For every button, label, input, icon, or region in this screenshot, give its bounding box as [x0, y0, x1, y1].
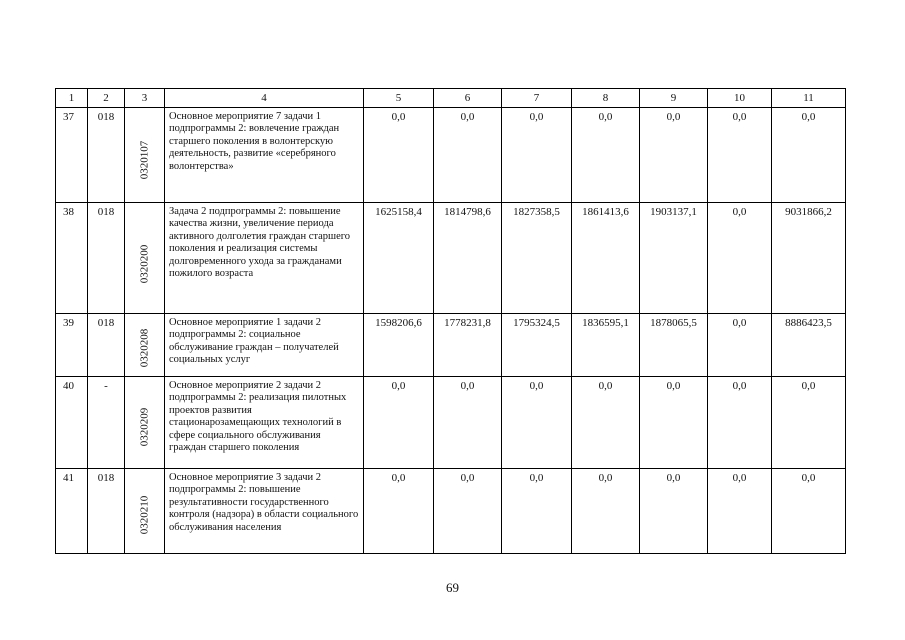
- value-cell: 0,0: [640, 108, 708, 203]
- value-cell: 0,0: [772, 108, 846, 203]
- value-cell: 0,0: [772, 469, 846, 554]
- row-description: Основное мероприятие 1 задачи 2 подпрограммы 2: социальное обслуживание граждан – получателей социальных услуг: [165, 314, 364, 377]
- value-cell: 9031866,2: [772, 203, 846, 314]
- value-cell: 0,0: [572, 108, 640, 203]
- value-cell: 8886423,5: [772, 314, 846, 377]
- value-cell: 0,0: [640, 469, 708, 554]
- value-cell: 1625158,4: [364, 203, 434, 314]
- table-row: [56, 108, 846, 203]
- value-cell: 1778231,8: [434, 314, 502, 377]
- budget-table: [55, 88, 846, 554]
- program-code-cell: [125, 377, 165, 469]
- value-cell: 1836595,1: [572, 314, 640, 377]
- value-cell: 0,0: [772, 377, 846, 469]
- value-cell: 1814798,6: [434, 203, 502, 314]
- value-cell: 0,0: [708, 314, 772, 377]
- value-cell: 0,0: [364, 377, 434, 469]
- org-code: 018: [88, 108, 125, 203]
- value-cell: 1827358,5: [502, 203, 572, 314]
- value-cell: 0,0: [572, 469, 640, 554]
- header-row: [56, 89, 846, 108]
- row-description: Задача 2 подпрограммы 2: повышение качества жизни, увеличение периода активного долголетия граждан старшего поколения и реализация системы долговременного ухода за гражданами пожилого возраста: [165, 203, 364, 314]
- value-cell: 0,0: [708, 203, 772, 314]
- column-header: 8: [572, 89, 640, 108]
- value-cell: 0,0: [572, 377, 640, 469]
- org-code: -: [88, 377, 125, 469]
- column-header: 10: [708, 89, 772, 108]
- value-cell: 0,0: [502, 108, 572, 203]
- value-cell: 0,0: [434, 108, 502, 203]
- row-number: 39: [56, 314, 88, 377]
- value-cell: 0,0: [434, 469, 502, 554]
- value-cell: 1598206,6: [364, 314, 434, 377]
- program-code: 0320208: [138, 328, 151, 368]
- value-cell: 0,0: [708, 469, 772, 554]
- row-number: 41: [56, 469, 88, 554]
- column-header: 11: [772, 89, 846, 108]
- value-cell: 1861413,6: [572, 203, 640, 314]
- value-cell: 0,0: [502, 469, 572, 554]
- value-cell: 0,0: [708, 377, 772, 469]
- page-number: 69: [446, 580, 459, 595]
- row-description: Основное мероприятие 7 задачи 1 подпрограммы 2: вовлечение граждан старшего поколения в волонтерскую деятельность, развитие «серебряного волонтерства»: [165, 108, 364, 203]
- value-cell: 0,0: [364, 469, 434, 554]
- value-cell: 0,0: [708, 108, 772, 203]
- value-cell: 0,0: [434, 377, 502, 469]
- value-cell: 1878065,5: [640, 314, 708, 377]
- program-code: 0320200: [138, 244, 151, 283]
- program-code: 0320209: [138, 407, 151, 447]
- program-code-cell: [125, 108, 165, 203]
- column-header: 7: [502, 89, 572, 108]
- value-cell: 1903137,1: [640, 203, 708, 314]
- column-header: 9: [640, 89, 708, 108]
- value-cell: 1795324,5: [502, 314, 572, 377]
- value-cell: 0,0: [502, 377, 572, 469]
- row-number: 40: [56, 377, 88, 469]
- table-row: [56, 314, 846, 377]
- column-header: 6: [434, 89, 502, 108]
- column-header: 4: [165, 89, 364, 108]
- program-code-cell: [125, 469, 165, 554]
- table-row: [56, 469, 846, 554]
- program-code-cell: [125, 314, 165, 377]
- row-description: Основное мероприятие 3 задачи 2 подпрограммы 2: повышение результативности государственного контроля (надзора) в области социального обслуживания населения: [165, 469, 364, 554]
- org-code: 018: [88, 314, 125, 377]
- column-header: 5: [364, 89, 434, 108]
- org-code: 018: [88, 469, 125, 554]
- row-description: Основное мероприятие 2 задачи 2 подпрограммы 2: реализация пилотных проектов развития стационарозамещающих технологий в сфере социального обслуживания граждан старшего поколения: [165, 377, 364, 469]
- table-row: [56, 377, 846, 469]
- row-number: 38: [56, 203, 88, 314]
- program-code: 0320107: [138, 140, 151, 179]
- program-code-cell: [125, 203, 165, 314]
- program-code: 0320210: [138, 495, 151, 535]
- row-number: 37: [56, 108, 88, 203]
- value-cell: 0,0: [640, 377, 708, 469]
- column-header: 1: [56, 89, 88, 108]
- column-header: 3: [125, 89, 165, 108]
- value-cell: 0,0: [364, 108, 434, 203]
- org-code: 018: [88, 203, 125, 314]
- column-header: 2: [88, 89, 125, 108]
- table-row: [56, 203, 846, 314]
